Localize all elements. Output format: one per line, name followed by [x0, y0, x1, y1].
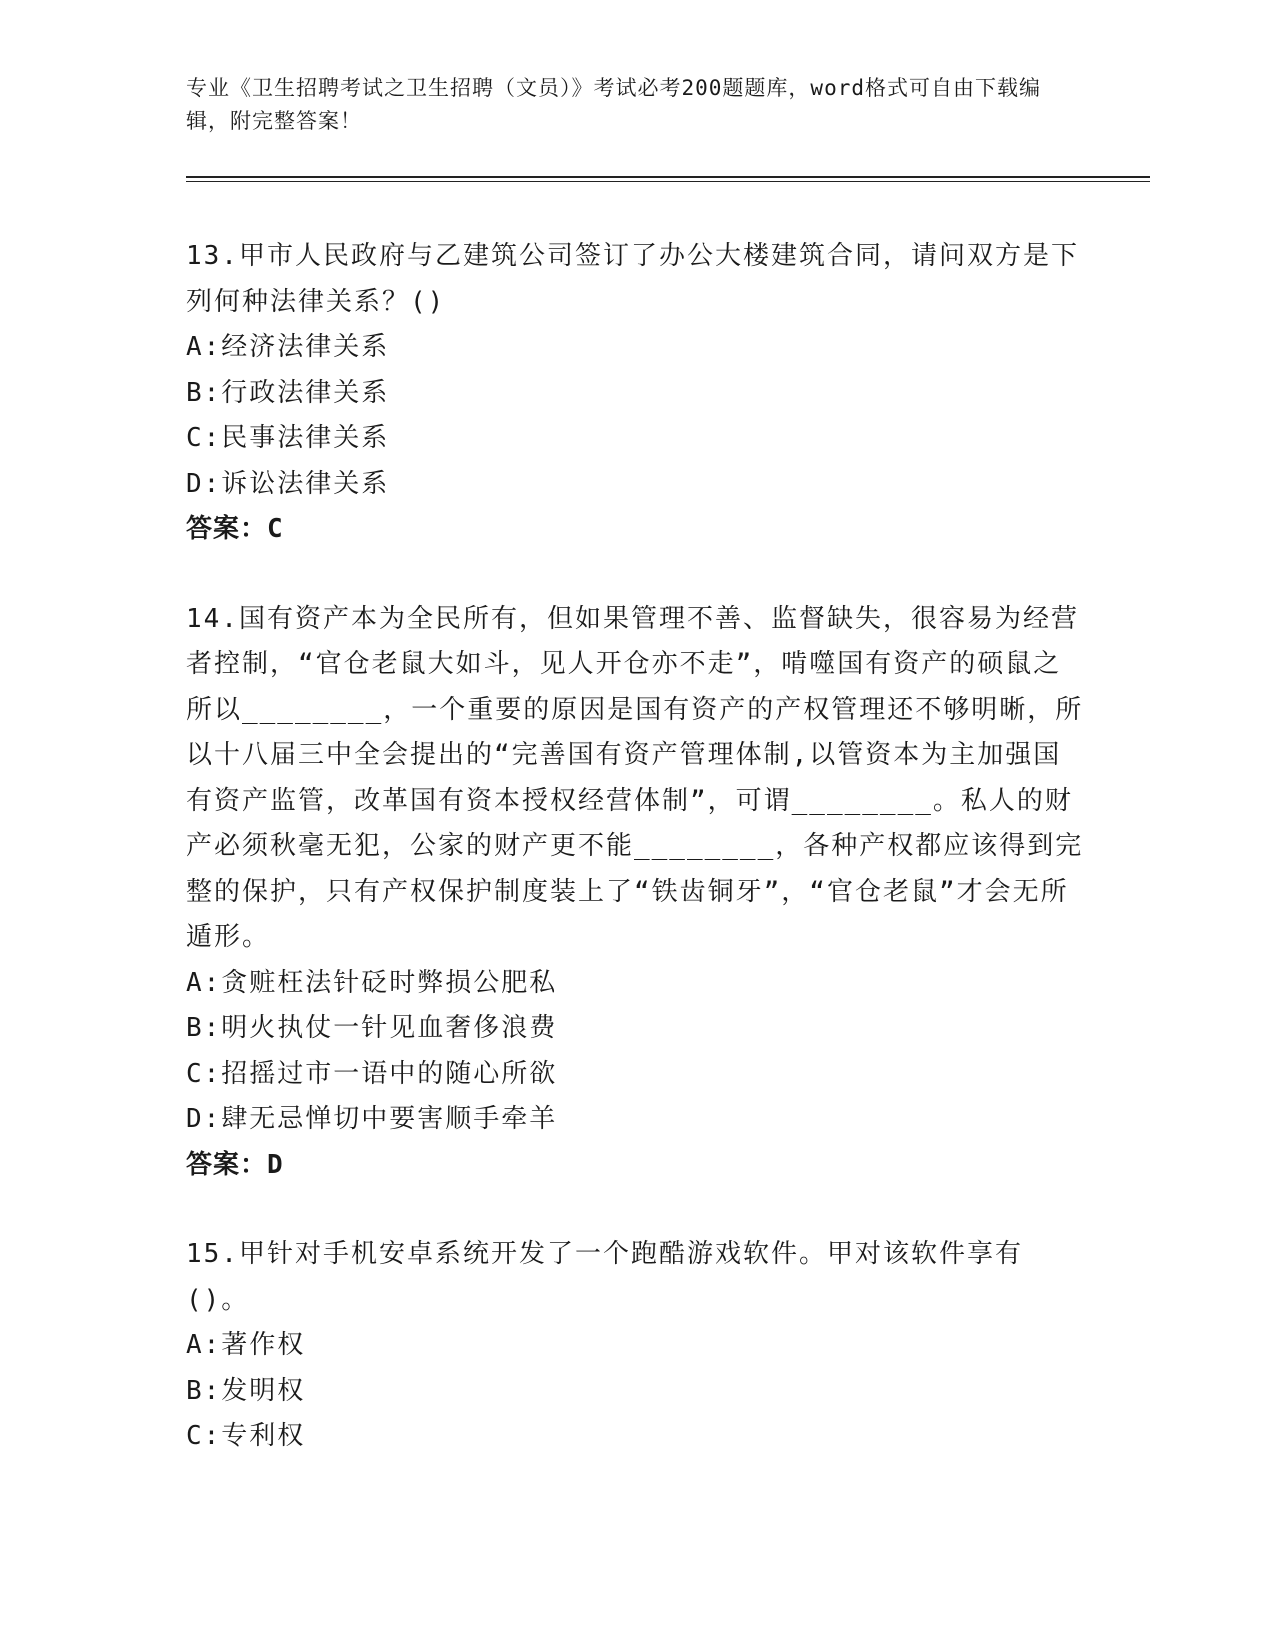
- question-14: [186, 597, 1086, 1189]
- option-c: C:民事法律关系: [186, 423, 390, 453]
- question-stem: 13.甲市人民政府与乙建筑公司签订了办公大楼建筑合同，请问双方是下列何种法律关系？(): [186, 241, 1079, 317]
- question-15: [186, 1232, 1086, 1460]
- option-a: A:经济法律关系: [186, 332, 390, 362]
- question-stem: 14.国有资产本为全民所有，但如果管理不善、监督缺失，很容易为经营者控制，“官仓老鼠大如斗，见人开仓亦不走”，啃噬国有资产的硕鼠之所以________，一个重要的原因是国有资产的产权管理还不够明晰，所以十八届三中全会提出的“完善国有资产管理体制,以管资本为主加强国有资产监管，改革国有资本授权经营体制”，可谓________。私人的财产必须秋毫无犯，公家的财产更不能________，各种产权都应该得到完整的保护，只有产权保护制度装上了“铁齿铜牙”，“官仓老鼠”才会无所遁形。: [186, 603, 1084, 952]
- question-list: [186, 234, 1086, 1504]
- answer: 答案：D: [186, 1149, 284, 1180]
- question-stem: 15.甲针对手机安卓系统开发了一个跑酷游戏软件。甲对该软件享有()。: [186, 1239, 1023, 1315]
- header-divider-thin: [186, 181, 1150, 182]
- question-13: [186, 234, 1086, 553]
- option-b: B:明火执仗一针见血奢侈浪费: [186, 1013, 558, 1043]
- option-a: A:著作权: [186, 1330, 306, 1360]
- option-c: C:招摇过市一语中的随心所欲: [186, 1058, 558, 1089]
- option-b: B:发明权: [186, 1375, 306, 1406]
- answer: 答案：C: [186, 514, 284, 544]
- document-header: 专业《卫生招聘考试之卫生招聘（文员）》考试必考200题题库，word格式可自由下载编辑，附完整答案！: [186, 76, 1041, 133]
- header-divider: [186, 176, 1150, 178]
- option-a: A:贪赃枉法针砭时弊损公肥私: [186, 967, 558, 998]
- option-d: D:肆无忌惮切中要害顺手牵羊: [186, 1104, 558, 1134]
- option-d: D:诉讼法律关系: [186, 468, 390, 499]
- option-c: C:专利权: [186, 1421, 306, 1451]
- option-b: B:行政法律关系: [186, 377, 390, 408]
